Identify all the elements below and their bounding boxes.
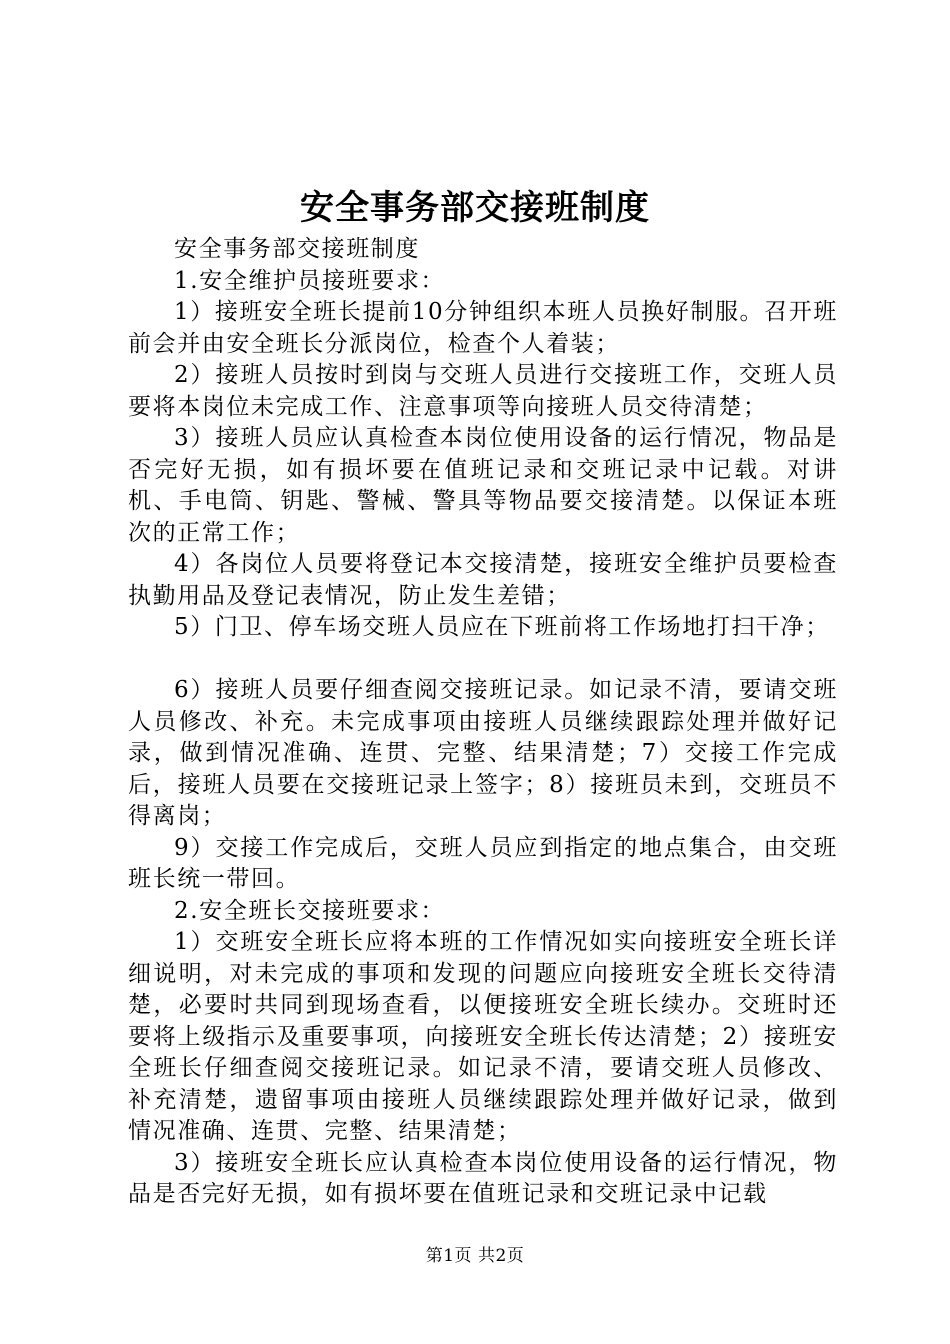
document-title: 安全事务部交接班制度 bbox=[300, 188, 650, 228]
section-heading-1: 1.安全维护员接班要求： bbox=[174, 267, 446, 294]
paragraph-heading-repeat: 安全事务部交接班制度 bbox=[174, 236, 420, 262]
paragraph: 3）接班安全班长应认真检查本岗位使用设备的运行情况，物品是否完好无损，如有损坏要在值班记录和交班记录中记载 bbox=[128, 1149, 838, 1207]
paragraph: 9）交接工作完成后，交班人员应到指定的地点集合，由交班班长统一带回。 bbox=[128, 834, 838, 892]
paragraph: 1）交班安全班长应将本班的工作情况如实向接班安全班长详细说明，对未完成的事项和发现的问题应向接班安全班长交待清楚，必要时共同到现场查看，以便接班安全班长续办。交班时还要将上级指示及重要事项，向接班安全班长传达清楚；2）接班安全班长仔细查阅交接班记录。如记录不清，要请交班人员修改、补充清楚，遗留事项由接班人员继续跟踪处理并做好记录，做到情况准确、连贯、完整、结果清楚； bbox=[128, 929, 838, 1144]
paragraph: 5）门卫、停车场交班人员应在下班前将工作场地打扫干净； bbox=[174, 614, 830, 640]
section-heading-2: 2.安全班长交接班要求： bbox=[174, 897, 446, 924]
document-body bbox=[128, 234, 838, 1211]
paragraph: 2）接班人员按时到岗与交班人员进行交接班工作，交班人员要将本岗位未完成工作、注意事项等向接班人员交待清楚； bbox=[128, 362, 838, 420]
paragraph: 4）各岗位人员要将登记本交接清楚，接班安全维护员要检查执勤用品及登记表情况，防止发生差错； bbox=[128, 551, 838, 609]
paragraph: 1）接班安全班长提前10分钟组织本班人员换好制服。召开班前会并由安全班长分派岗位，检查个人着装； bbox=[128, 299, 838, 357]
paragraph: 3）接班人员应认真检查本岗位使用设备的运行情况，物品是否完好无损，如有损坏要在值班记录和交班记录中记载。对讲机、手电筒、钥匙、警械、警具等物品要交接清楚。以保证本班次的正常工作； bbox=[128, 425, 838, 546]
page-number-footer: 第1页 共2页 bbox=[425, 1246, 525, 1266]
paragraph: 6）接班人员要仔细查阅交接班记录。如记录不清，要请交班人员修改、补充。未完成事项由接班人员继续跟踪处理并做好记录，做到情况准确、连贯、完整、结果清楚；7）交接工作完成后，接班人员要在交接班记录上签字；8）接班员未到，交班员不得离岗； bbox=[128, 677, 838, 829]
